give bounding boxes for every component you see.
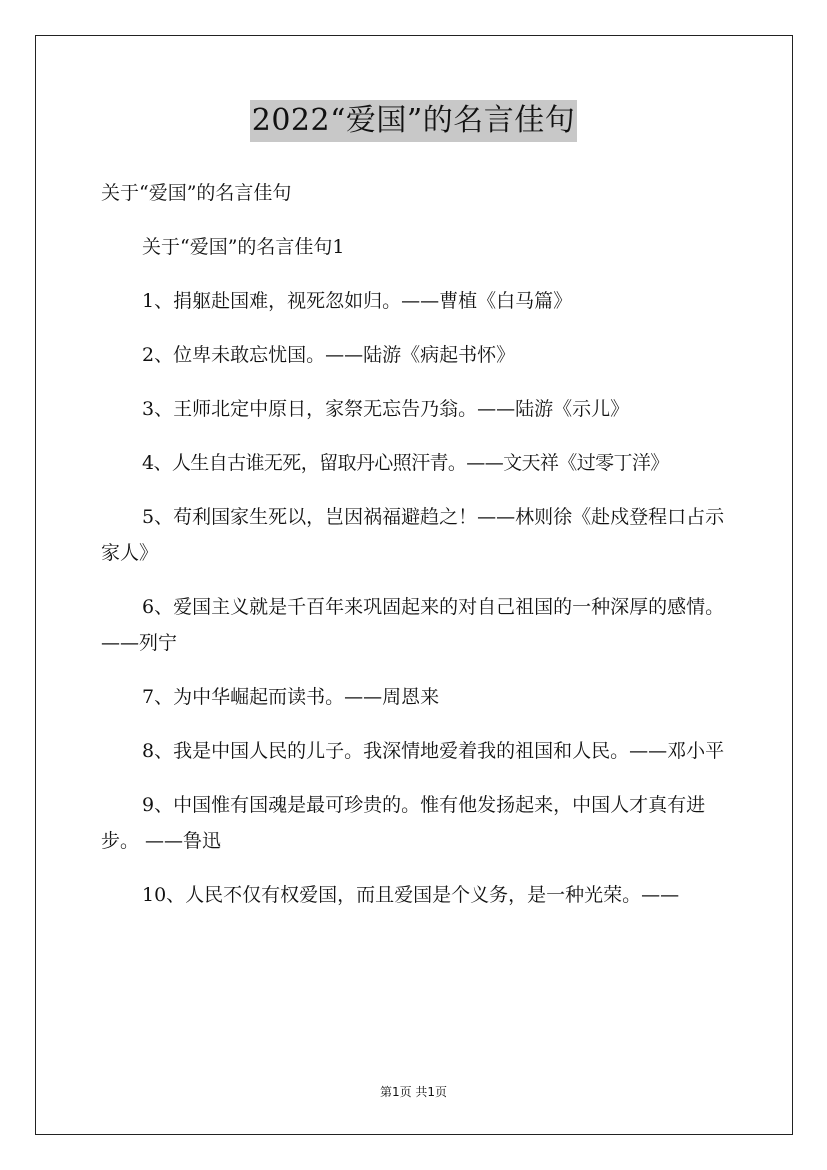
title-container [0, 100, 827, 142]
quote-paragraph: 2、位卑未敢忘忧国。——陆游《病起书怀》 [142, 344, 516, 366]
paragraph: 关于“爱国”的名言佳句 [101, 182, 292, 204]
quote-paragraph: 6、爱国主义就是千百年来巩固起来的对自己祖国的一种深厚的感情。 ——列宁 [101, 596, 725, 654]
quote-paragraph: 5、苟利国家生死以，岂因祸福避趋之！——林则徐《赴戍登程口占示家人》 [101, 506, 725, 564]
document-body [101, 175, 729, 931]
document-title: 2022“爱国”的名言佳句 [250, 100, 578, 142]
page-footer: 第1页 共1页 [379, 1085, 448, 1099]
paragraph: 关于“爱国”的名言佳句1 [142, 236, 345, 258]
quote-paragraph: 7、为中华崛起而读书。——周恩来 [142, 686, 440, 708]
quote-paragraph: 8、我是中国人民的儿子。我深情地爱着我的祖国和人民。——邓小平 [142, 740, 725, 762]
quote-paragraph: 1、捐躯赴国难，视死忽如归。——曹植《白马篇》 [142, 290, 573, 312]
quote-paragraph: 4、人生自古谁无死，留取丹心照汗青。——文天祥《过零丁洋》 [142, 452, 669, 474]
quote-paragraph: 9、中国惟有国魂是最可珍贵的。惟有他发扬起来，中国人才真有进步。 ——鲁迅 [101, 794, 706, 852]
quote-paragraph: 3、王师北定中原日，家祭无忘告乃翁。——陆游《示儿》 [142, 398, 630, 420]
quote-paragraph: 10、人民不仅有权爱国，而且爱国是个义务，是一种光荣。—— [142, 884, 680, 906]
